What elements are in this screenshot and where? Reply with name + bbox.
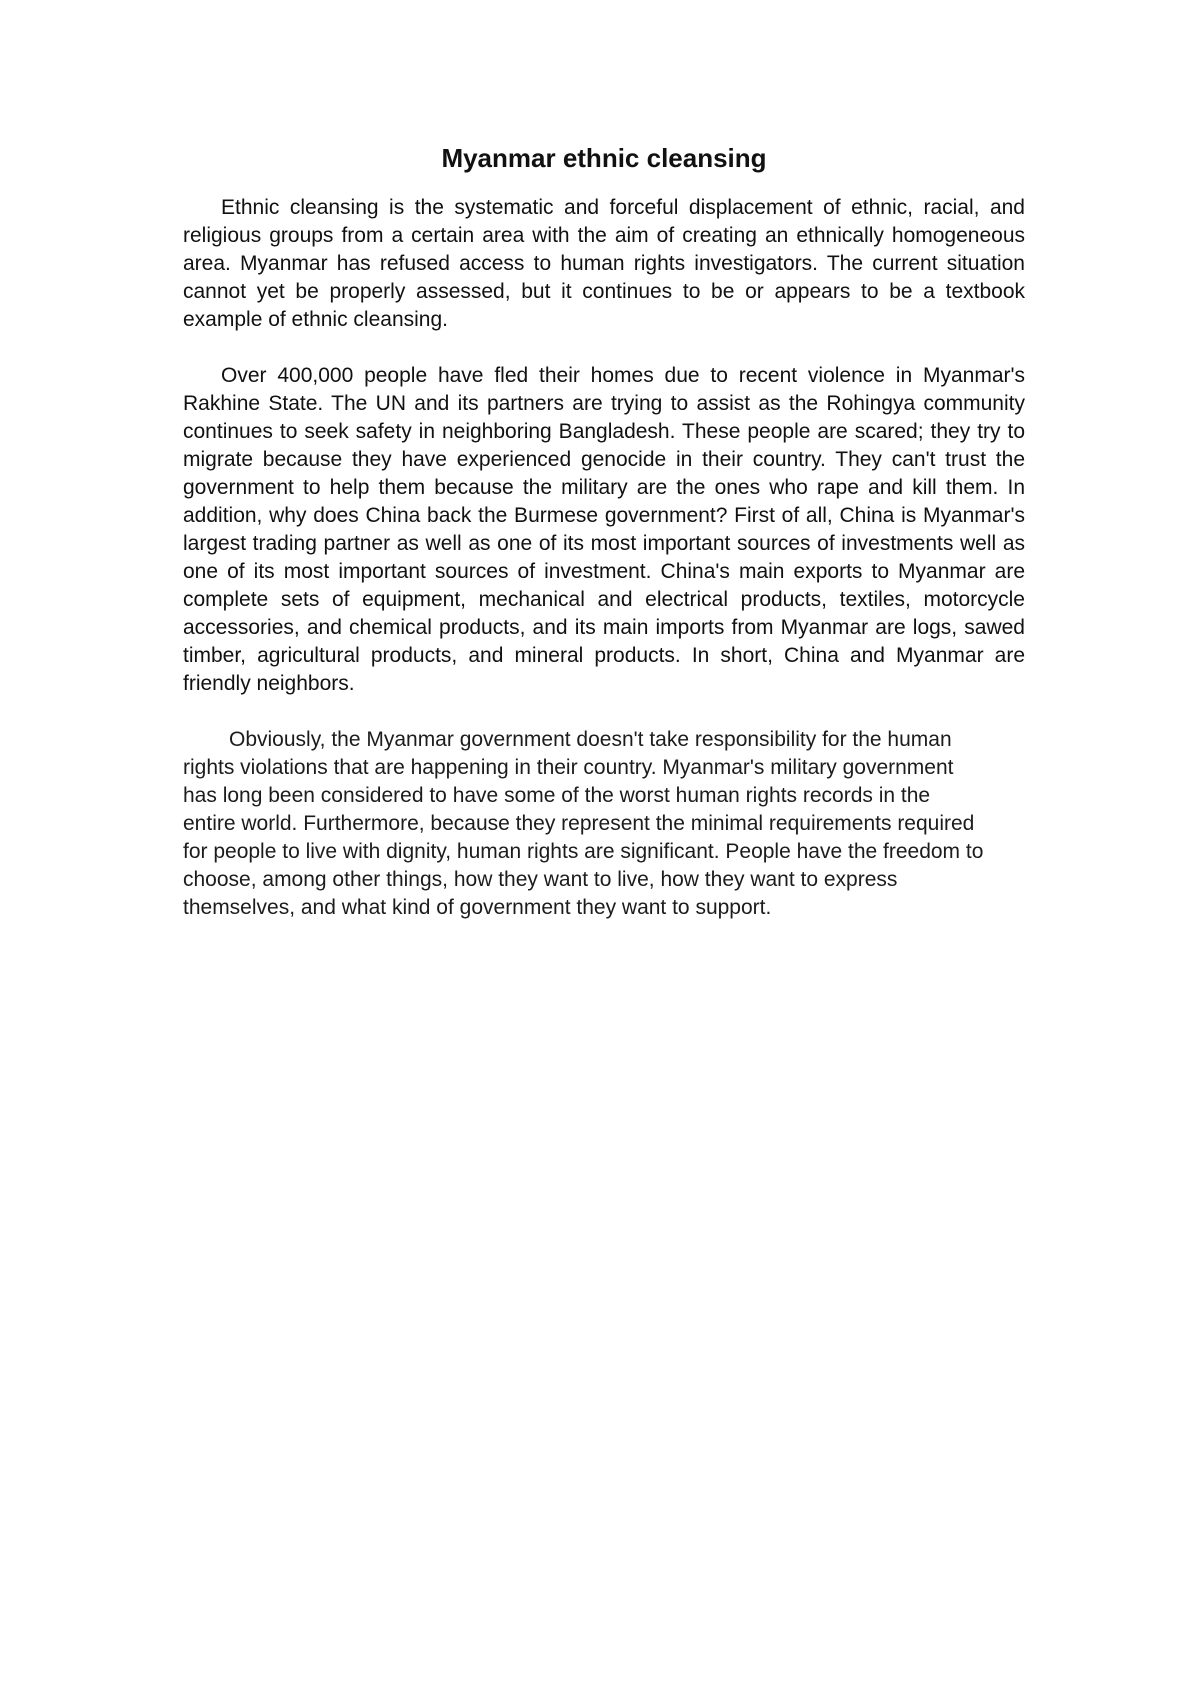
document-body — [183, 140, 1025, 922]
paragraph-rohingya-displacement: Over 400,000 people have fled their homes due to recent violence in Myanmar's Rakhine State. The UN and its partners are trying to assist as the Rohingya community continues to seek safety in neighboring Bangladesh. These people are scared; they try to migrate because they have experienced genocide in their country. They can't trust the government to help them because the military are the ones who rape and kill them. In addition, why does China back the Burmese government? First of all, China is Myanmar's largest trading partner as well as one of its most important sources of investments well as one of its most important sources of investment. China's main exports to Myanmar are complete sets of equipment, mechanical and electrical products, textiles, motorcycle accessories, and chemical products, and its main imports from Myanmar are logs, sawed timber, agricultural products, and mineral products. In short, China and Myanmar are friendly neighbors. — [183, 364, 1025, 695]
paragraph-ethnic-cleansing-definition: Ethnic cleansing is the systematic and forceful displacement of ethnic, racial, and religious groups from a certain area with the aim of creating an ethnically homogeneous area. Myanmar has refused access to human rights investigators. The current situation cannot yet be properly assessed, but it continues to be or appears to be a textbook example of ethnic cleansing. — [183, 196, 1025, 331]
paragraph-human-rights: Obviously, the Myanmar government doesn't take responsibility for the human rights violations that are happening in their country. Myanmar's military government has long been considered to have some of the worst human rights records in the entire world. Furthermore, because they represent the minimal requirements required for people to live with dignity, human rights are significant. People have the freedom to choose, among other things, how they want to live, how they want to express themselves, and what kind of government they want to support. — [183, 728, 984, 919]
document-title: Myanmar ethnic cleansing — [441, 143, 767, 173]
